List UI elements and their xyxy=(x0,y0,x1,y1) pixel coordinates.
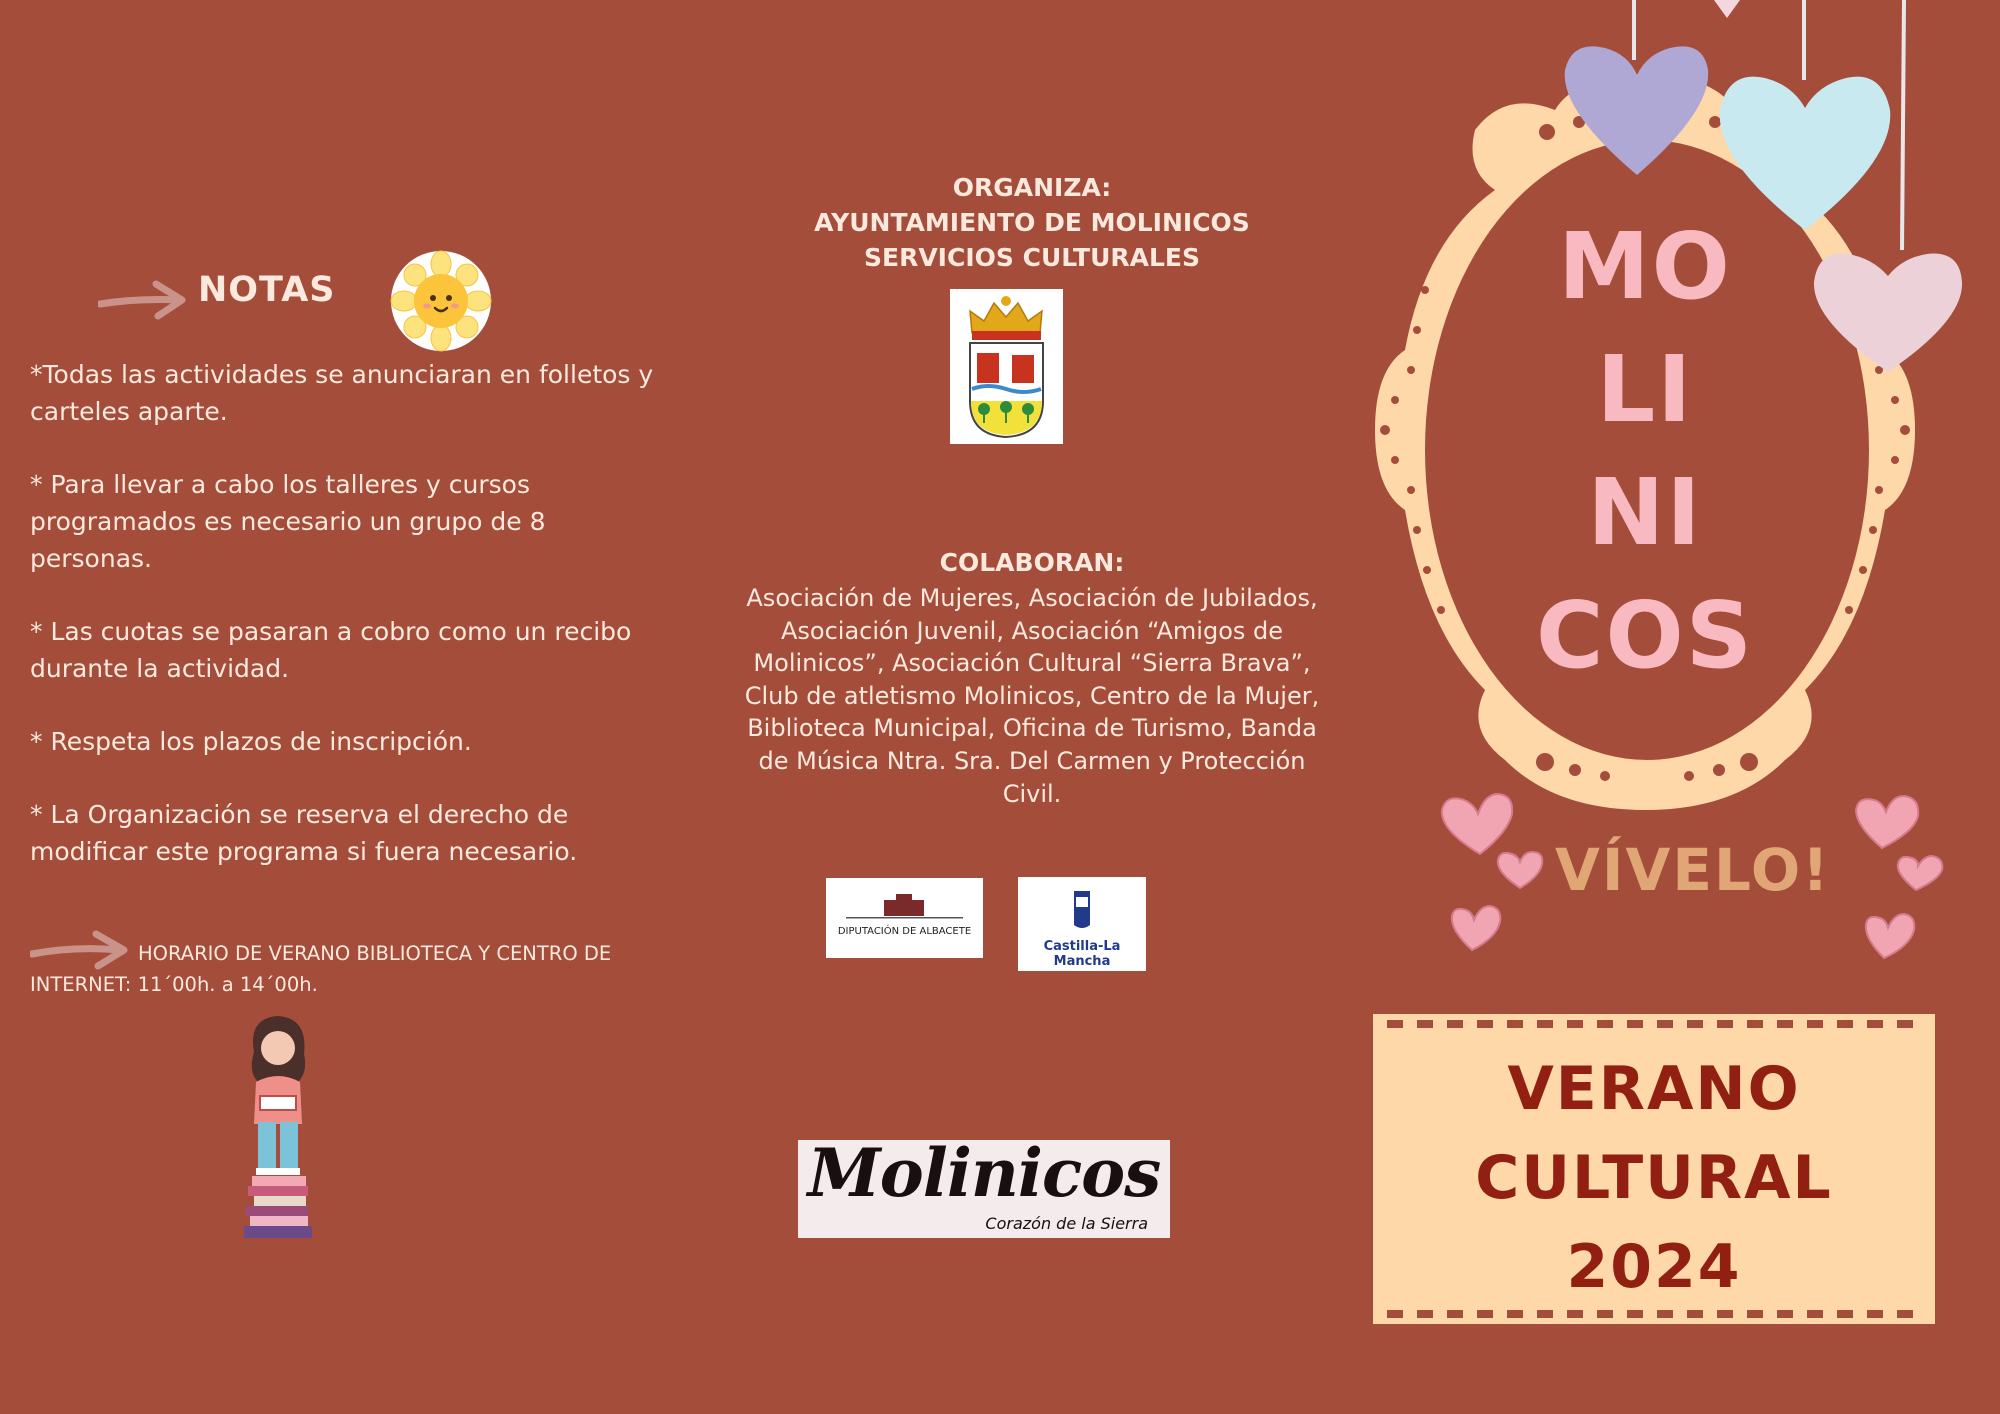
note-item: * La Organización se reserva el derecho de modificar este programa si fuera necesario. xyxy=(30,800,578,866)
organiza-block xyxy=(732,170,1332,275)
girl-reading-on-books-illustration xyxy=(228,1012,328,1244)
organiza-servicios: SERVICIOS CULTURALES xyxy=(864,243,1200,272)
coat-of-arms-logo xyxy=(950,289,1063,444)
colaboran-title: COLABORAN: xyxy=(939,548,1125,577)
note-item: * Respeta los plazos de inscripción. xyxy=(30,727,472,756)
title-line: LI xyxy=(1596,336,1694,443)
verano-cultural-title xyxy=(1373,1045,1935,1312)
title-line: MO xyxy=(1558,213,1732,320)
note-item: *Todas las actividades se anunciaran en folletos y carteles aparte. xyxy=(30,360,654,426)
title-line: COS xyxy=(1536,582,1754,689)
vivelo-slogan: VÍVELO! xyxy=(1555,836,1831,904)
verano-line: 2024 xyxy=(1566,1232,1742,1302)
diputacion-label: DIPUTACIÓN DE ALBACETE xyxy=(837,926,972,937)
colaboran-list: Asociación de Mujeres, Asociación de Jubilados, Asociación Juvenil, Asociación “Amigos de Molinicos”, Asociación Cultural “Sierra Brava”, Club de atletismo Molinicos, Centro de la Mujer, Biblioteca Municipal, Oficina de Turismo, Banda de Música Ntra. Sra. Del Carmen y Protección Civil. xyxy=(744,584,1320,808)
title-line: NI xyxy=(1587,459,1703,566)
molinicos-wordmark: Molinicos xyxy=(807,1134,1161,1212)
note-item: * Las cuotas se pasaran a cobro como un recibo durante la actividad. xyxy=(30,617,632,683)
molinicos-corazon-logo xyxy=(798,1134,1170,1238)
building-icon xyxy=(826,878,983,958)
diputacion-albacete-logo xyxy=(826,878,983,958)
horario-note xyxy=(30,938,670,1000)
sun-sticker-icon xyxy=(390,250,492,352)
note-item: * Para llevar a cabo los talleres y cursos programados es necesario un grupo de 8 personas. xyxy=(30,470,546,573)
verano-line: CULTURAL xyxy=(1475,1143,1833,1213)
horario-text: HORARIO DE VERANO BIBLIOTECA Y CENTRO DE INTERNET: 11´00h. a 14´00h. xyxy=(30,942,612,996)
verano-line: VERANO xyxy=(1507,1054,1801,1124)
notes-list xyxy=(30,356,670,906)
clm-label: Castilla-La Mancha xyxy=(1043,939,1121,969)
organiza-ayuntamiento: AYUNTAMIENTO DE MOLINICOS xyxy=(814,208,1250,237)
organiza-label: ORGANIZA: xyxy=(952,173,1112,202)
arrow-right-icon xyxy=(98,280,186,322)
molinicos-tagline: Corazón de la Sierra xyxy=(985,1214,1148,1233)
molinicos-title xyxy=(1480,205,1810,697)
castilla-la-mancha-logo xyxy=(1018,877,1146,971)
notes-title: NOTAS xyxy=(198,270,336,310)
